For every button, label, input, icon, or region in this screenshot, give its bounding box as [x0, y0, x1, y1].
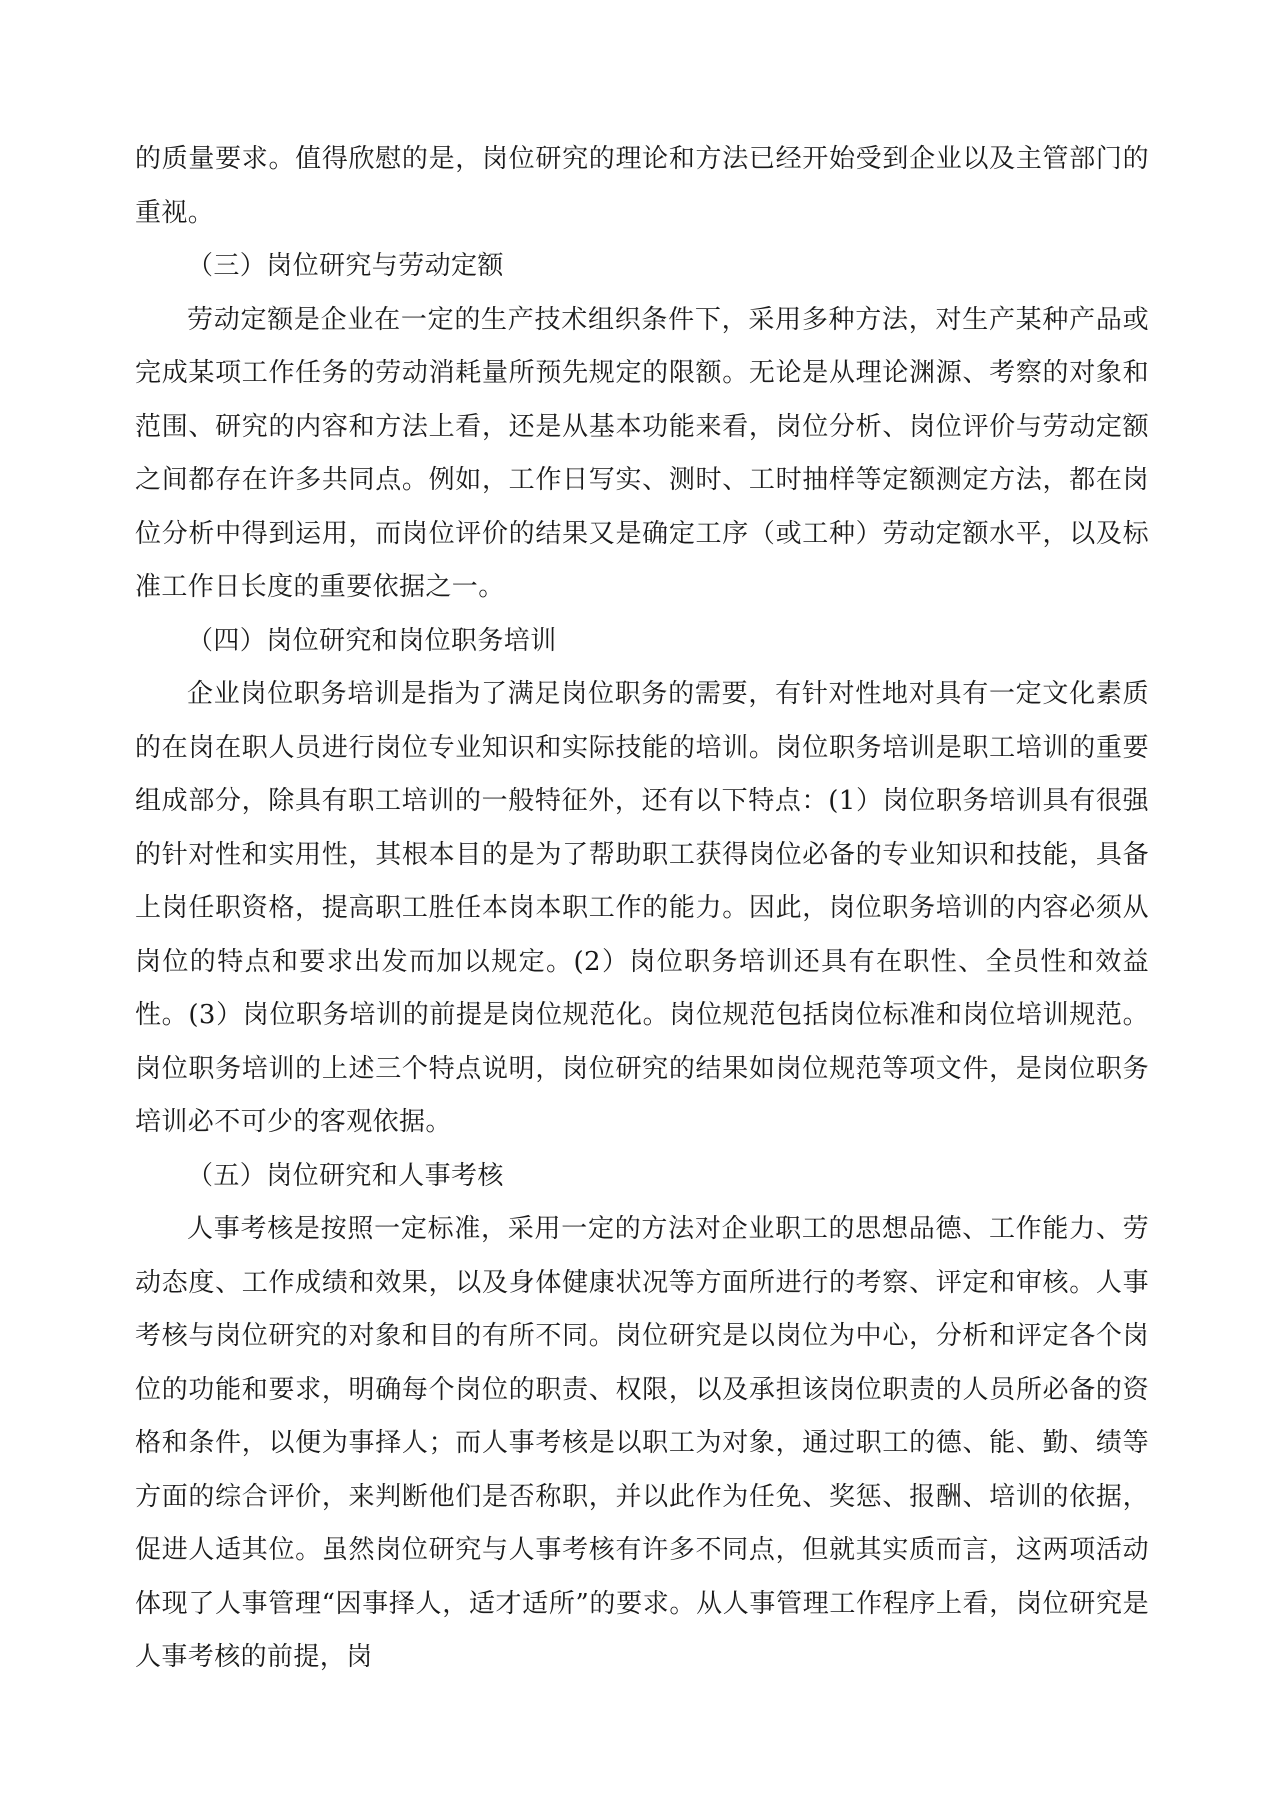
section-heading-3: （三）岗位研究与劳动定额: [187, 251, 504, 281]
section-heading-5: （五）岗位研究和人事考核: [187, 1160, 504, 1191]
paragraph-continued: 的质量要求。值得欣慰的是，岗位研究的理论和方法已经开始受到企业以及主管部门的重视。: [135, 144, 1149, 228]
paragraph-labor-quota: 劳动定额是企业在一定的生产技术组织条件下，采用多种方法，对生产某种产品或完成某项工作任务的劳动消耗量所预先规定的限额。无论是从理论渊源、考察的对象和范围、研究的内容和方法上看，还是从基本功能来看，岗位分析、岗位评价与劳动定额之间都存在许多共同点。例如，工作日写实、测时、工时抽样等定额测定方法，都在岗位分析中得到运用，而岗位评价的结果又是确定工序（或工种）劳动定额水平，以及标准工作日长度的重要依据之一。: [135, 304, 1149, 602]
section-heading-4: （四）岗位研究和岗位职务培训: [187, 625, 557, 656]
paragraph-personnel-assessment: 人事考核是按照一定标准，采用一定的方法对企业职工的思想品德、工作能力、劳动态度、工作成绩和效果，以及身体健康状况等方面所进行的考察、评定和审核。人事考核与岗位研究的对象和目的有所不同。岗位研究是以岗位为中心，分析和评定各个岗位的功能和要求，明确每个岗位的职责、权限，以及承担该岗位职责的人员所必备的资格和条件，以便为事择人；而人事考核是以职工为对象，通过职工的德、能、勤、绩等方面的综合评价，来判断他们是否称职，并以此作为任免、奖惩、报酬、培训的依据，促进人适其位。虽然岗位研究与人事考核有许多不同点，但就其实质而言，这两项活动体现了人事管理“因事择人，适才适所”的要求。从人事管理工作程序上看，岗位研究是人事考核的前提，岗: [135, 1214, 1149, 1672]
paragraph-job-training: 企业岗位职务培训是指为了满足岗位职务的需要，有针对性地对具有一定文化素质的在岗在职人员进行岗位专业知识和实际技能的培训。岗位职务培训是职工培训的重要组成部分，除具有职工培训的一般特征外，还有以下特点：(1）岗位职务培训具有很强的针对性和实用性，其根本目的是为了帮助职工获得岗位必备的专业知识和技能，具备上岗任职资格，提高职工胜任本岗本职工作的能力。因此，岗位职务培训的内容必须从岗位的特点和要求出发而加以规定。(2）岗位职务培训还具有在职性、全员性和效益性。(3）岗位职务培训的前提是岗位规范化。岗位规范包括岗位标准和岗位培训规范。岗位职务培训的上述三个特点说明，岗位研究的结果如岗位规范等项文件，是岗位职务培训必不可少的客观依据。: [135, 679, 1149, 1137]
document-page: [135, 133, 1149, 1685]
